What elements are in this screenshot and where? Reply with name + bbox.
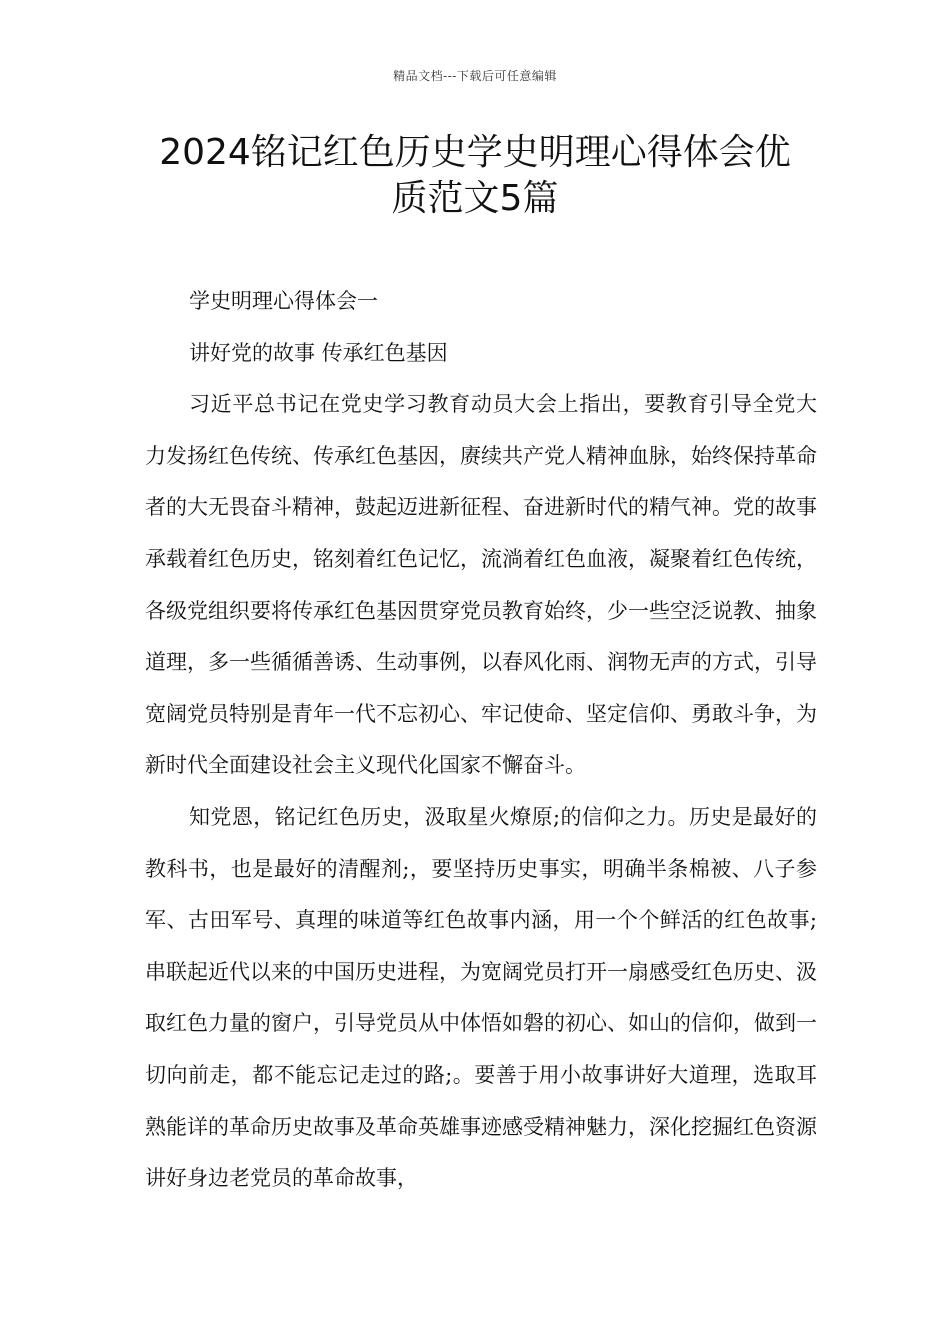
body-paragraph-1: 习近平总书记在党史学习教育动员大会上指出，要教育引导全党大力发扬红色传统、传承红色基因，赓续共产党人精神血脉，始终保持革命者的大无畏奋斗精神，鼓起迈进新征程、奋进新时代的精气神。党的故事承载着红色历史，铭刻着红色记忆，流淌着红色血液，凝聚着红色传统，各级党组织要将传承红色基因贯穿党员教育始终，少一些空泛说教、抽象道理，多一些循循善诱、生动事例，以春风化雨、润物无声的方式，引导宽阔党员特别是青年一代不忘初心、牢记使命、坚定信仰、勇敢斗争，为新时代全面建设社会主义现代化国家不懈奋斗。	[145, 392, 817, 778]
document-title	[120, 130, 830, 222]
document-body	[145, 276, 817, 1205]
section-heading: 学史明理心得体会一	[189, 289, 378, 313]
header-note: 精品文档---下载后可任意编辑	[393, 69, 557, 83]
document-title-line-1: 2024铭记红色历史学史明理心得体会优	[159, 132, 791, 173]
subheading: 讲好党的故事 传承红色基因	[189, 340, 448, 365]
document-title-line-2: 质范文5篇	[391, 178, 559, 219]
body-paragraph-2: 知党恩，铭记红色历史，汲取星火燎原;的信仰之力。历史是最好的教科书，也是最好的清醒剂;，要坚持历史事实，明确半条棉被、八子参军、古田军号、真理的味道等红色故事内涵，用一个个鲜活的红色故事;串联起近代以来的中国历史进程，为宽阔党员打开一扇感受红色历史、汲取红色力量的窗户，引导党员从中体悟如磐的初心、如山的信仰，做到一切向前走，都不能忘记走过的路;。要善于用小故事讲好大道理，选取耳熟能详的革命历史故事及革命英雄事迹感受精神魅力，深化挖掘红色资源讲好身边老党员的革命故事，	[145, 804, 817, 1191]
